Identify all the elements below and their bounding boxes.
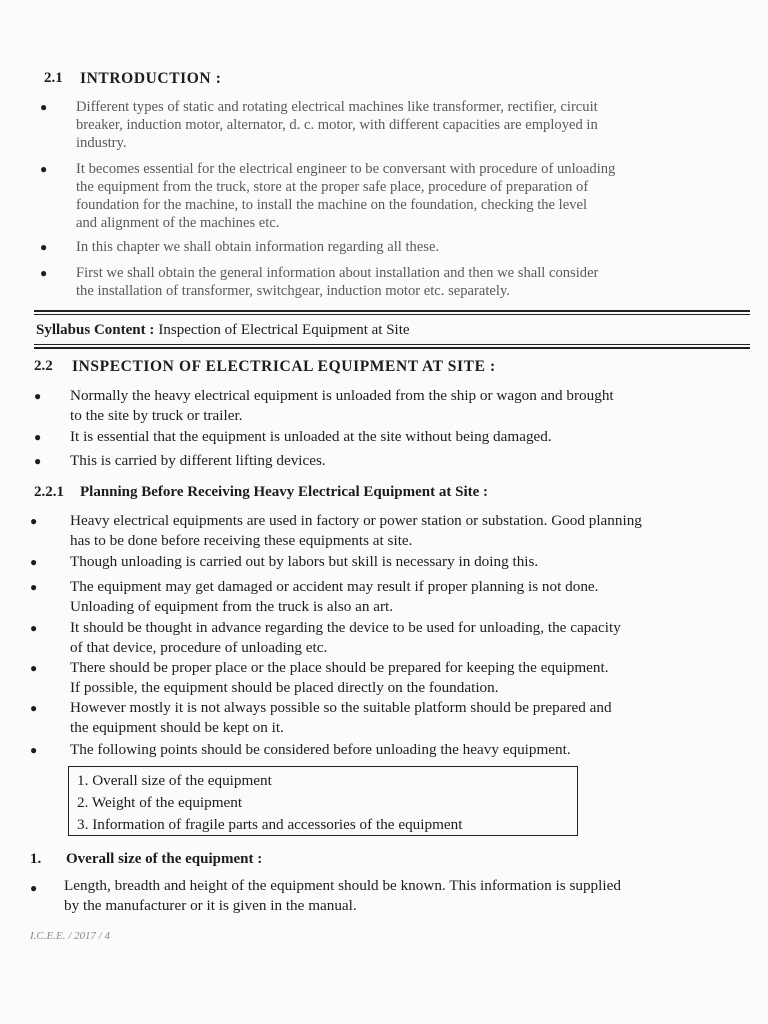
box-item: 1. Overall size of the equipment	[77, 772, 272, 789]
divider-bottom-thin	[34, 344, 750, 345]
list-item	[70, 511, 755, 551]
box-item: 3. Information of fragile parts and accessories of the equipment	[77, 816, 463, 833]
text-line: It becomes essential for the electrical engineer to be conversant with procedure of unloading	[76, 161, 616, 177]
bullet-icon: ●	[34, 430, 42, 444]
list-item	[70, 427, 755, 447]
text-line: Though unloading is carried out by labors but skill is necessary in doing this.	[70, 553, 539, 570]
section-2-2-1-number: 2.2.1	[34, 484, 64, 500]
bullet-icon: ●	[40, 266, 48, 280]
bullet-icon: ●	[30, 580, 38, 594]
bullet-icon: ●	[30, 661, 38, 675]
text-line: Length, breadth and height of the equipment should be known. This information is supplied	[64, 877, 621, 894]
syllabus-text: Inspection of Electrical Equipment at Site	[158, 322, 410, 338]
text-line: breaker, induction motor, alternator, d. c. motor, with different capacities are employed in	[76, 117, 598, 133]
section-2-2-title: INSPECTION OF ELECTRICAL EQUIPMENT AT SITE :	[72, 358, 496, 375]
text-line: and alignment of the machines etc.	[76, 215, 280, 231]
bullet-icon: ●	[40, 240, 48, 254]
bullet-icon: ●	[30, 555, 38, 569]
bullet-icon: ●	[30, 621, 38, 635]
text-line: It is essential that the equipment is unloaded at the site without being damaged.	[70, 428, 552, 445]
text-line: has to be done before receiving these equipments at site.	[70, 532, 413, 549]
bullet-icon: ●	[30, 701, 38, 715]
text-line: Unloading of equipment from the truck is also an art.	[70, 598, 394, 615]
text-line: The following points should be considered before unloading the heavy equipment.	[70, 741, 571, 758]
text-line: In this chapter we shall obtain information regarding all these.	[76, 239, 440, 255]
box-item: 2. Weight of the equipment	[77, 794, 243, 811]
list-item	[70, 740, 755, 760]
list-item	[76, 160, 756, 232]
section-2-1-number: 2.1	[44, 70, 63, 86]
text-line: If possible, the equipment should be placed directly on the foundation.	[70, 679, 499, 696]
list-item	[70, 577, 755, 617]
bullet-icon: ●	[34, 389, 42, 403]
bullet-icon: ●	[40, 162, 48, 176]
list-item	[70, 451, 755, 471]
section-2-2-1-title: Planning Before Receiving Heavy Electrical Equipment at Site :	[80, 484, 489, 500]
text-line: This is carried by different lifting devices.	[70, 452, 326, 469]
text-line: the equipment should be kept on it.	[70, 719, 284, 736]
list-item	[70, 658, 755, 698]
divider-bottom	[34, 347, 750, 349]
text-line: It should be thought in advance regarding the device to be used for unloading, the capacity	[70, 619, 621, 636]
text-line: Heavy electrical equipments are used in factory or power station or substation. Good planning	[70, 512, 642, 529]
point-1-title: Overall size of the equipment :	[66, 851, 263, 867]
bullet-icon: ●	[30, 881, 38, 895]
list-item	[70, 386, 755, 426]
list-item	[64, 876, 759, 916]
text-line: the equipment from the truck, store at the proper safe place, procedure of preparation of	[76, 179, 589, 195]
page-footer: I.C.E.E. / 2017 / 4	[30, 930, 111, 942]
text-line: However mostly it is not always possible so the suitable platform should be prepared and	[70, 699, 612, 716]
text-line: First we shall obtain the general information about installation and then we shall consider	[76, 265, 599, 281]
syllabus-content	[36, 321, 410, 339]
point-1-number: 1.	[30, 851, 42, 867]
considerations-box	[68, 766, 578, 836]
list-item	[76, 238, 756, 256]
divider-top	[34, 310, 750, 312]
text-line: the installation of transformer, switchgear, induction motor etc. separately.	[76, 283, 510, 299]
text-line: industry.	[76, 135, 127, 151]
bullet-icon: ●	[30, 514, 38, 528]
text-line: by the manufacturer or it is given in the manual.	[64, 897, 357, 914]
list-item	[70, 618, 755, 658]
text-line: Different types of static and rotating electrical machines like transformer, rectifier, circuit	[76, 99, 598, 115]
bullet-icon: ●	[30, 743, 38, 757]
text-line: of that device, procedure of unloading etc.	[70, 639, 328, 656]
text-line: foundation for the machine, to install the machine on the foundation, checking the level	[76, 197, 588, 213]
list-item	[76, 264, 756, 300]
text-line: There should be proper place or the place should be prepared for keeping the equipment.	[70, 659, 609, 676]
text-line: Normally the heavy electrical equipment is unloaded from the ship or wagon and brought	[70, 387, 614, 404]
text-line: to the site by truck or trailer.	[70, 407, 243, 424]
divider-top-thin	[34, 314, 750, 315]
syllabus-label: Syllabus Content :	[36, 322, 155, 338]
section-2-2-number: 2.2	[34, 358, 53, 374]
list-item	[70, 698, 755, 738]
text-line: The equipment may get damaged or accident may result if proper planning is not done.	[70, 578, 599, 595]
section-2-1-title: INTRODUCTION :	[80, 70, 222, 87]
bullet-icon: ●	[40, 100, 48, 114]
list-item	[76, 98, 756, 152]
list-item	[70, 552, 755, 572]
bullet-icon: ●	[34, 454, 42, 468]
